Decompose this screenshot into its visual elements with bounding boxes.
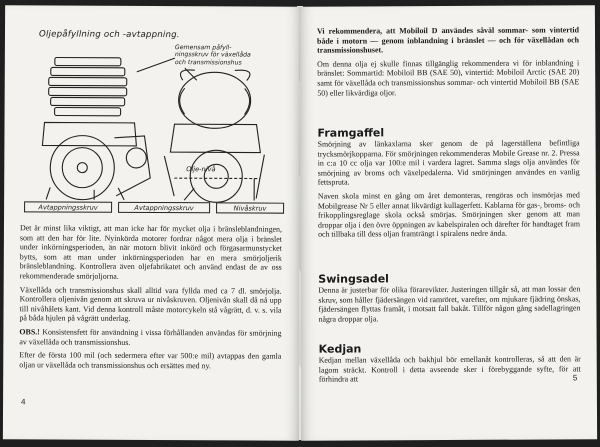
paragraph: Växellåda och transmissionshus skall alltid vara fyllda med ca 7 dl. smörjolja. Kontrollera oljenivån genom att skruva ur nivåskruven. Oljenivån skall då nå upp till nivåhålets kant. Vid denna kontroll måste motorcykeln stå vågrätt, d. v. s. vila på båda hjulen på vågrätt underlag. [19,284,282,324]
paragraph [317,25,579,55]
intro-bold-text: Vi rekommendera, att Mobiloil D användes såväl sommar- som vintertid både i motorn — genom inblandning i bränslet — och för växellådan och transmissionshuset. [316,25,580,55]
page-number-right: 5 [572,373,578,383]
paragraph: Naven skola minst en gång om året demonteras, rengöras och insmörjas med Mobilgrease Nr 5 eller annat likvärdigt kullagerfett. Kablarna för gas-, broms- och frikopplingsreglage skola också smörjas. Smörjningen sker genom att man droppar olja i den övre öppningen av kabelspiralen och därefter för handtaget fram och tillbaka till dess oljan framträngt i spiralens nedre ända. [317,190,581,240]
paragraph [19,327,281,348]
level-screw-label: Nivåskruv [216,202,284,213]
paragraph: Det är minst lika viktigt, att man icke har för mycket olja i bränsleblandningen, som att den har för lite. Nyinkörda motorer fordrar något mera olja i bränslet under inkörningsperioden, än när motorn blivit inkörd och förgasarmunstycket bytts, som att man under inkörningsperioden har en mera smörjoljerik bränsleblandning. Kontrollera även oljefabrikatet och använd endast de av oss rekommenderade smörjoljorna. [19,223,282,281]
drain-screw-label-2: Avtappningsskruv [118,202,210,213]
figure-title: Oljepåfyllning och -avtappning. [38,29,180,41]
engine-illustration [24,27,287,214]
paragraph: Om denna olja ej skulle finnas tillgänglig rekommendera vi för inblandning i bränslet: Sommartid: Mobiloil BB (SAE 50), vintertid: Mobiloil Arctic (SAE 20) samt för växellåda och transmissionshus sommar- och vintertid Mobiloil BB (SAE 50) eller likvärdiga oljor. [317,58,580,98]
cylinder-right [178,70,250,129]
paragraph: Smörjning av länkaxlarna sker genom de på lagerställena befintliga trycksmörjkopparna. För smörjningen rekommenderas Mobile Grease nr. 2. Pressa in c:a 10 cc olja var 100:e mil i vardera lagret. Samma slags olja användes för smörjning av broms och växelpedalerna. Vid smörjningen användes en vanlig fettspruta. [317,138,580,188]
section-swingsadel [318,271,580,328]
paragraph: Kedjan mellan växellåda och bakhjul bör emellanåt kontrolleras, så att den är lagom sträckt. Kontroll i detta avseende sker i förebyggande syfte, för att förhindra att [318,354,581,384]
right-page [299,5,597,441]
section-heading: Swingsadel [318,272,389,286]
left-page-body [19,223,282,375]
paragraph: Denna är justerbar för olika förarevikter. Justeringen tillgår så, att man lossar den skruv, som håller fjädersängen vid ramröret, varefter, om mjukare fjädring önskas, fjädersängen flyttas framåt, i motsatt fall bakåt. Tillför någon gång sadellagringen några droppar olja. [318,284,581,324]
cylinder-left [49,57,127,115]
section-heading: Framgaffel [317,126,385,140]
section-heading: Kedjan [318,342,362,356]
left-page [3,5,301,441]
paragraph: Efter de första 100 mil (och sedermera efter var 500:e mil) avtappas den gamla oljan ur växellåda och transmissionshus och ersättes med ny. [19,350,282,371]
figure-note: Gemensam påfyll-ningsskruv för växellåda och transmissionshus [174,44,251,67]
oil-level-label: Olje-nivå [186,165,216,174]
obs-text: Konsistensfett för användning i vissa förhållanden användas för smörjning av växellåda och transmissionshus. [19,327,282,347]
obs-label: OBS.! [19,327,40,337]
right-page-intro [317,25,579,102]
section-framgaffel [317,125,580,243]
page-number-left: 4 [21,397,26,407]
drain-screw-label-1: Avtappningsskruv [24,201,112,212]
section-kedjan [319,341,581,388]
